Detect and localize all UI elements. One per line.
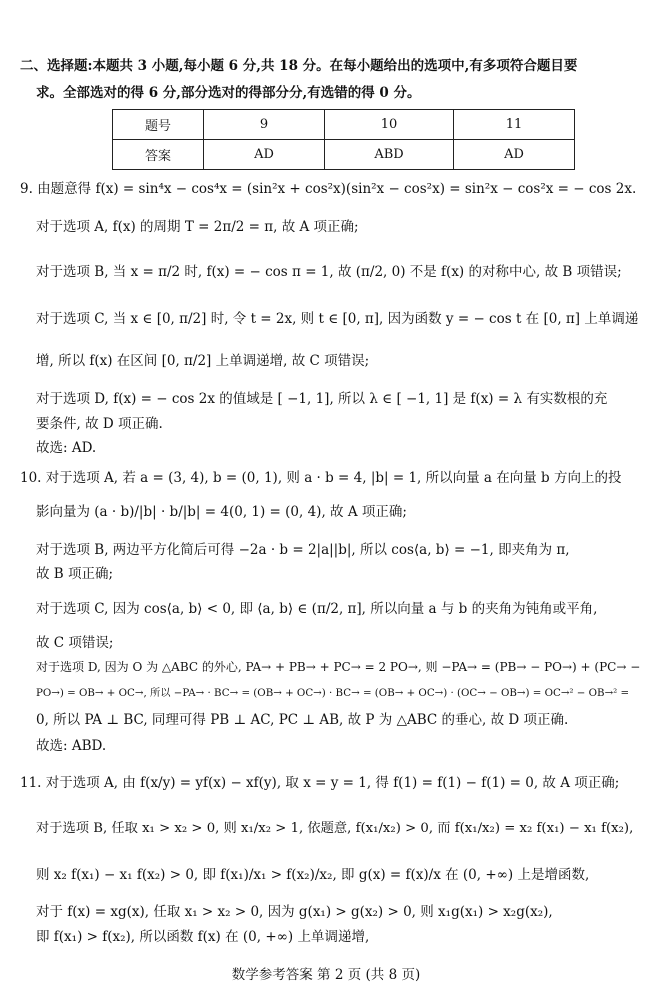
table-cell: 题号 <box>113 110 204 140</box>
table-cell: AD <box>454 140 575 170</box>
q10-line: 故选: ABD. <box>36 738 107 754</box>
table-row <box>113 140 575 170</box>
q10-line: 对于选项 D, 因为 O 为 △ABC 的外心, PA→ + PB→ + PC→ = 2 PO→, 则 −PA→ = (PB→ − PO→) + (PC→ − <box>36 660 641 674</box>
table-cell: AD <box>204 140 325 170</box>
q11-line: 对于 f(x) = xg(x), 任取 x₁ > x₂ > 0, 因为 g(x₁) > g(x₂) > 0, 则 x₁g(x₁) > x₂g(x₂), <box>36 904 553 920</box>
section-heading-line1: 二、选择题:本题共 3 小题,每小题 6 分,共 18 分。在每小题给出的选项中,有多项符合题目要 <box>20 58 578 74</box>
answer-table <box>112 109 575 170</box>
q11-line: 11. 对于选项 A, 由 f(x/y) = yf(x) − xf(y), 取 x = y = 1, 得 f(1) = f(1) − f(1) = 0, 故 A 项正确; <box>20 775 620 791</box>
table-cell: ABD <box>325 140 454 170</box>
q10-line: PO→) = OB→ + OC→, 所以 −PA→ · BC→ = (OB→ + OC→) · BC→ = (OB→ + OC→) · (OC→ − OB→) = OC→² − OB→² = <box>36 687 630 699</box>
q10-line: 故 B 项正确; <box>36 566 114 582</box>
q10-line: 影向量为 (a · b)/|b| · b/|b| = 4(0, 1) = (0, 4), 故 A 项正确; <box>36 504 407 520</box>
table-cell: 10 <box>325 110 454 140</box>
q10-line: 对于选项 B, 两边平方化简后可得 −2a · b = 2|a||b|, 所以 cos⟨a, b⟩ = −1, 即夹角为 π, <box>36 542 570 558</box>
q9-line: 对于选项 C, 当 x ∈ [0, π/2] 时, 令 t = 2x, 则 t ∈ [0, π], 因为函数 y = − cos t 在 [0, π] 上单调递 <box>36 311 639 327</box>
q10-line: 故 C 项错误; <box>36 635 114 651</box>
q11-line: 即 f(x₁) > f(x₂), 所以函数 f(x) 在 (0, +∞) 上单调递增, <box>36 929 370 945</box>
q9-line: 对于选项 D, f(x) = − cos 2x 的值域是 [ −1, 1], 所以 λ ∈ [ −1, 1] 是 f(x) = λ 有实数根的充 <box>36 391 608 407</box>
q10-line: 10. 对于选项 A, 若 a = (3, 4), b = (0, 1), 则 a · b = 4, |b| = 1, 所以向量 a 在向量 b 方向上的投 <box>20 470 622 486</box>
table-cell: 11 <box>454 110 575 140</box>
q9-line: 故选: AD. <box>36 440 97 456</box>
q9-line: 增, 所以 f(x) 在区间 [0, π/2] 上单调递增, 故 C 项错误; <box>36 353 370 369</box>
table-row <box>113 110 575 140</box>
q9-line: 对于选项 B, 当 x = π/2 时, f(x) = − cos π = 1, 故 (π/2, 0) 不是 f(x) 的对称中心, 故 B 项错误; <box>36 264 622 280</box>
q11-line: 则 x₂ f(x₁) − x₁ f(x₂) > 0, 即 f(x₁)/x₁ > f(x₂)/x₂, 即 g(x) = f(x)/x 在 (0, +∞) 上是增函数, <box>36 867 590 883</box>
q10-line: 对于选项 C, 因为 cos⟨a, b⟩ < 0, 即 ⟨a, b⟩ ∈ (π/2, π], 所以向量 a 与 b 的夹角为钝角或平角, <box>36 601 598 617</box>
q11-line: 对于选项 B, 任取 x₁ > x₂ > 0, 则 x₁/x₂ > 1, 依题意, f(x₁/x₂) > 0, 而 f(x₁/x₂) = x₂ f(x₁) − x₁ f(x₂), <box>36 821 634 836</box>
q9-line: 对于选项 A, f(x) 的周期 T = 2π/2 = π, 故 A 项正确; <box>36 219 359 235</box>
q10-line: 0, 所以 PA ⊥ BC, 同理可得 PB ⊥ AC, PC ⊥ AB, 故 P 为 △ABC 的垂心, 故 D 项正确. <box>36 712 569 728</box>
table-cell: 9 <box>204 110 325 140</box>
page-footer: 数学参考答案 第 2 页 (共 8 页) <box>231 967 421 983</box>
q9-line: 9. 由题意得 f(x) = sin⁴x − cos⁴x = (sin²x + cos²x)(sin²x − cos²x) = sin²x − cos²x = − cos 2x. <box>20 181 637 197</box>
q9-line: 要条件, 故 D 项正确. <box>36 416 163 432</box>
table-cell: 答案 <box>113 140 204 170</box>
section-heading-line2: 求。全部选对的得 6 分,部分选对的得部分分,有选错的得 0 分。 <box>36 85 421 101</box>
